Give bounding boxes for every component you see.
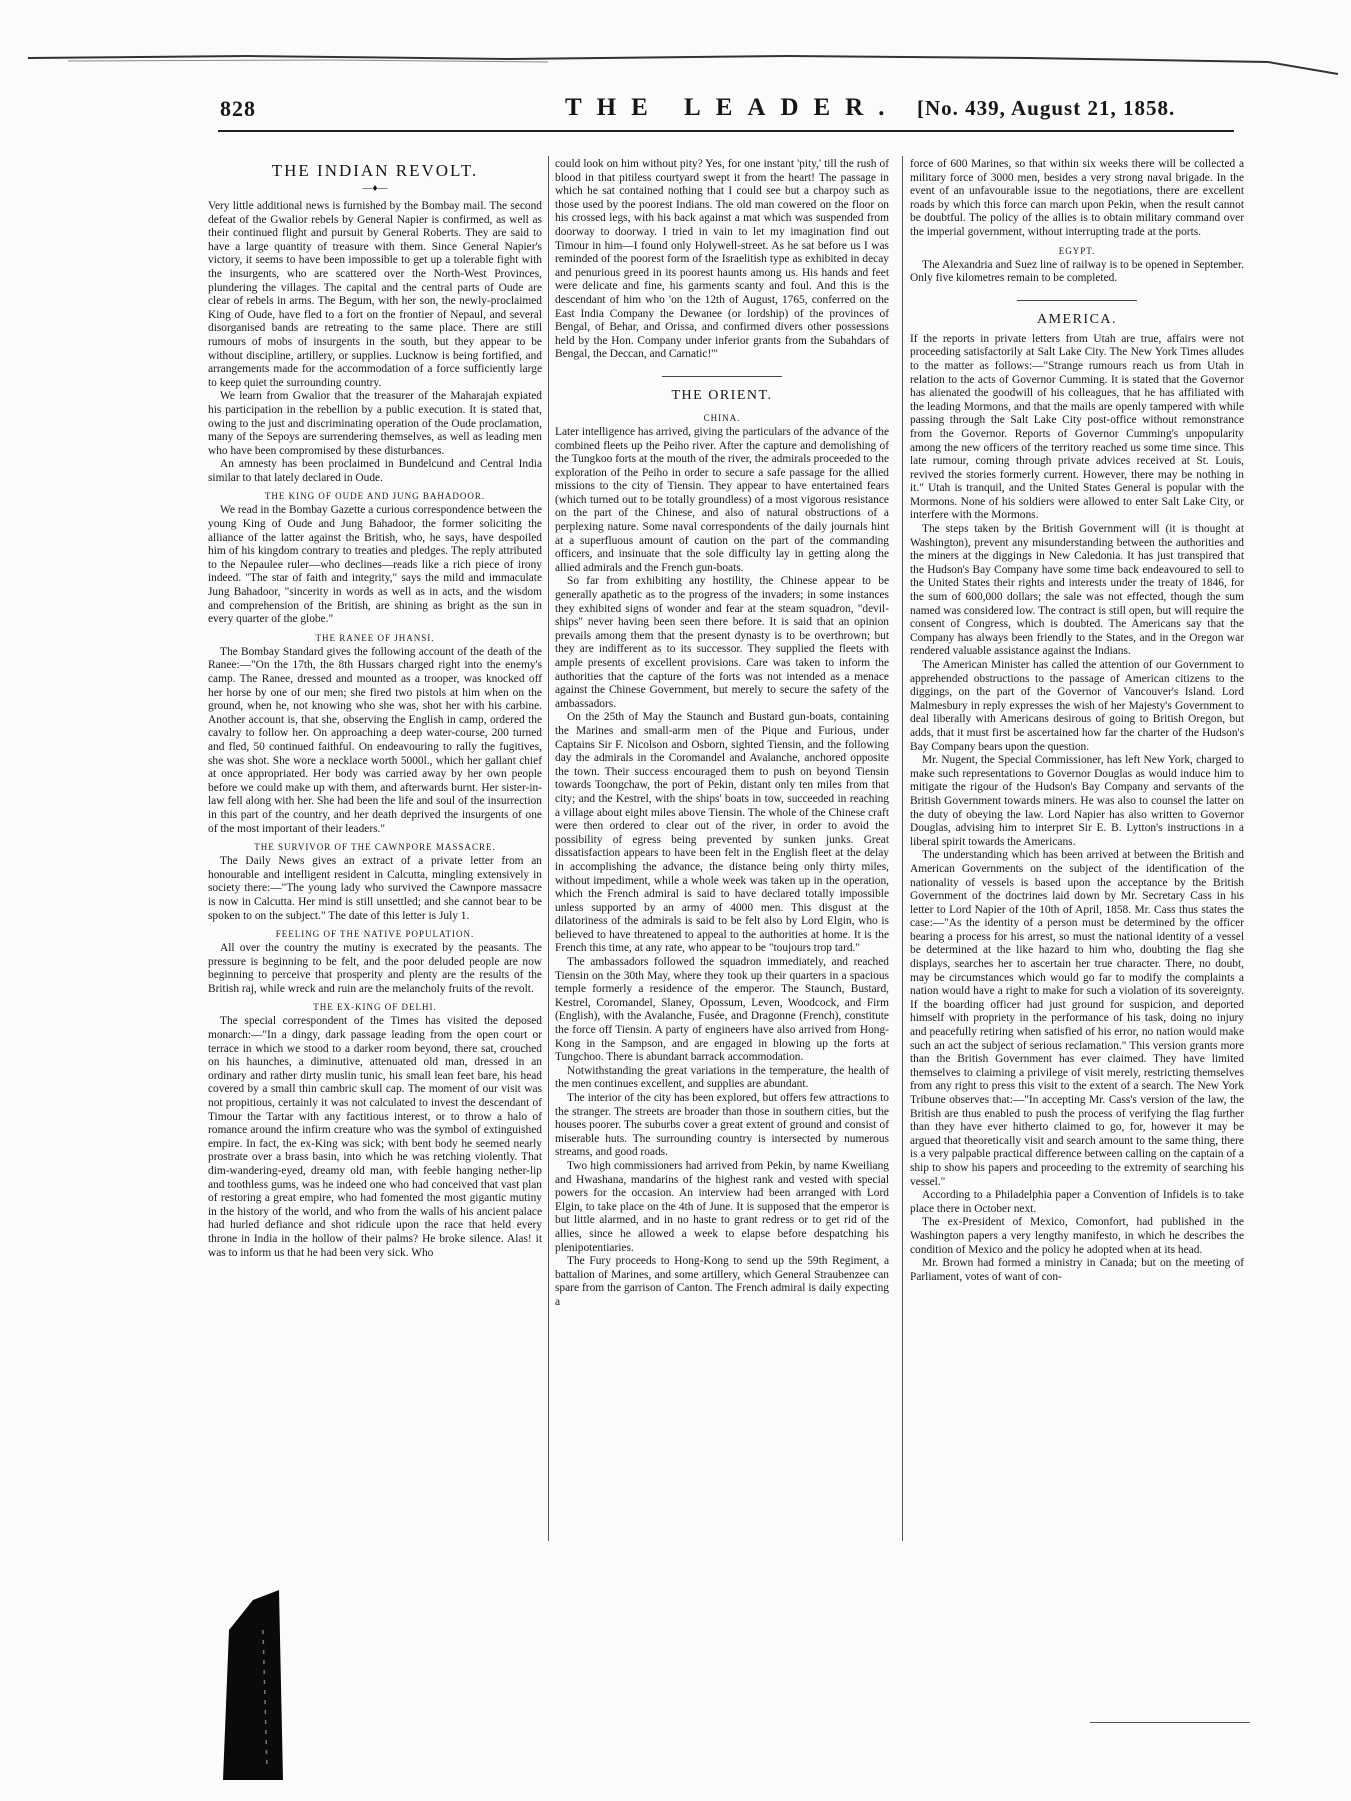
subhead-ranee-of-jhansi: THE RANEE OF JHANSI.: [315, 632, 435, 643]
article-paragraph: The Alexandria and Suez line of railway is to be opened in September. Only five kilometres remain to be completed.: [910, 258, 1244, 285]
article-paragraph: All over the country the mutiny is execrated by the peasants. The pressure is beginning to be felt, and the poor deluded people are now beginning to perceive that prosperity and plenty are the results of the British raj, while wreck and ruin are the melancholy fruits of the revolt.: [208, 942, 542, 995]
column-1: [208, 158, 542, 1558]
article-paragraph: The Daily News gives an extract of a private letter from an honourable and intelligent resident in Calcutta, mingling extensively in society there:—"The young lady who survived the Cawnpore massacre is now in Calcutta. Her mind is still unsettled; and she cannot bear to be spoken to on the subject." The date of this letter is July 1.: [208, 855, 542, 922]
subhead-cawnpore-survivor: THE SURVIVOR OF THE CAWNPORE MASSACRE.: [254, 842, 496, 853]
article-paragraph: The understanding which has been arrived at between the British and American Governments on the subject of the identification of the nationality of vessels is based upon the acceptance by the British Government of the doctrines laid down by Mr. Secretary Cass in his letter to Lord Napier of the 10th of April, 1858. Mr. Cass thus states the case:—"As the identity of a person must be determined by the officer bearing a process for his arrest, so must the national identity of a vessel be determined at the like hazard to him who, doubting the flag she displays, searches her to ascertain her true character. There, no doubt, may be circumstances which would go far to modify the complaints a nation would have a right to make for such a violation of its sovereignty. If the boarding officer had just ground for suspicion, and deported himself with propriety in the performance of his task, doing no injury and peacefully retiring when satisfied of his error, no nation would make such an act the subject of serious reclamation." This version grants more than the British Government has ever claimed. They have limited themselves to claiming a privilege of visit merely, restricting themselves from any right to press this visit to the extent of a search. The New York Tribune observes that:—"In accepting Mr. Cass's version of the law, the British are thus enabled to push the process of verifying the flag further than they have ever hitherto claimed to go, for, however it may be argued that theoretically visit and search amount to the same thing, there is a very palpable practical difference between calling on the captain of a ship to show his papers and proceeding to the extremity of searching his vessel.": [910, 849, 1244, 1188]
article-paragraph: The Bombay Standard gives the following account of the death of the Ranee:—"On the 17th, the 8th Hussars charged right into the enemy's camp. The Ranee, dressed and mounted as a trooper, was knocked off her horse by one of our men; she fired two pistols at him when on the ground, when he, not knowing who she was, shot her with his carbine. Another account is, that she, observing the English in camp, ordered the cavalry to follow her. On approaching a deep water-course, 200 turned and fled, 50 continued faithful. On endeavouring to rally the fugitives, she was shot. She wore a necklace worth 5000l., which her gallant chief at once appropriated. Her body was carried away by her own people before we could make up with them, and afterwards burnt. Her sister-in-law fell along with her. She had been the life and soul of the insurrection in this part of the country, and her death deprived the insurgents of one of the most important of their leaders.": [208, 645, 542, 835]
section-title-america: AMERICA.: [1036, 311, 1118, 327]
subhead-egypt: EGYPT.: [1058, 245, 1096, 256]
section-title-orient: THE ORIENT.: [671, 387, 773, 403]
subhead-ex-king-of-delhi: THE EX-KING OF DELHI.: [313, 1002, 437, 1013]
article-paragraph: Mr. Nugent, the Special Commissioner, has left New York, charged to make such representations to Governor Douglas as would induce him to mitigate the rigour of the Hudson's Bay Company and servants of the British Government towards miners. He was also to counsel the latter on the duty of obeying the law. Lord Napier has also written to Governor Douglas, advising him to interpret Sir E. B. Lytton's instructions in a liberal spirit towards the Americans.: [910, 754, 1244, 848]
article-paragraph: If the reports in private letters from Utah are true, affairs were not proceeding satisfactorily at Salt Lake City. The New York Times alludes to the matter as follows:—"Strange rumours reach us from Utah in relation to the acts of Governor Cumming. It is stated that the Governor has alienated the goodwill of his colleagues, that he has affiliated with the leading Mormons, and that the mails are openly tampered with while passing through the Salt Lake City post-office without remonstrance from the Governor. Reports of Governor Cumming's unpopularity among the new officers of the territory reached us some time since. This late rumour, coming through private advices received at St. Louis, revived the stories formerly current. However, there may be nothing in it." Utah is tranquil, and the United States General is popular with the Mormons. None of his soldiers were allowed to enter Salt Lake City, or interfere with the Mormons.: [910, 332, 1244, 522]
article-paragraph: The special correspondent of the Times has visited the deposed monarch:—"In a dingy, dark passage leading from the open court or terrace in which we stood to a darker room beyond, there sat, crouched on his haunches, a diminutive, attenuated old man, dressed in an ordinary and rather dirty muslin tunic, his small lean feet bare, his head covered by a small thin cambric skull cap. The moment of our visit was not propitious, certainly it was not calculated to invest the descendant of Timour the Tartar with any factitious interest, or to throw a halo of romance around the infirm creature who was the symbol of extinguished empire. In fact, the ex-King was sick; with bent body he seemed nearly prostrate over a brass basin, into which he was retching violently. That dim-wandering-eyed, dreamy old man, with feeble hanging nether-lip and toothless gums, was he indeed one who had conceived that vast plan of restoring a great empire, who had fomented the most gigantic mutiny in the history of the world, and who from the walls of his ancient palace had hurled defiance and shot ridicule upon the race that held every throne in India in the hollow of their palms? He broke silence. Alas! it was to inform us that he had been very sick. Who: [208, 1015, 542, 1259]
column-2: [555, 158, 889, 1558]
title-ornament: —♦—: [362, 183, 388, 194]
article-paragraph: According to a Philadelphia paper a Convention of Infidels is to take place there in October next.: [910, 1189, 1244, 1215]
article-paragraph: On the 25th of May the Staunch and Bustard gun-boats, containing the Marines and small-arm men of the Pique and Furious, under Captains Sir F. Nicolson and Osborn, sighted Tiensin, and the following day the admirals in the Coromandel and Avalanche, anchored opposite the town. Their success encouraged them to push on beyond Tiensin towards Toongchaw, the port of Pekin, distant only ten miles from that city; and the Kestrel, with the ships' boats in tow, succeeded in reaching a village about eight miles above Tiensin. The whole of the Chinese craft were then ordered to clear out of the river, in order to avoid the possibility of egress being prevented by sunken junks. Great dissatisfaction appears to have been felt in the English fleet at the delay in accomplishing the advance, the distance being only thirty miles, without impediment, while a whole week was taken up in the operation, which the French admiral is said to have declared totally impossible unless supported by an army of 4000 men. This disgust at the dilatoriness of the admirals is said to be felt also by Lord Elgin, who is believed to have threatened to appeal to the authorities at home. It is the French this time, at any rate, who appear to be "toujours trop tard.": [555, 711, 889, 955]
section-title-indian-revolt: THE INDIAN REVOLT.: [271, 161, 479, 180]
section-divider: [662, 376, 782, 377]
subhead-native-population: FEELING OF THE NATIVE POPULATION.: [275, 929, 475, 940]
column-3: [910, 158, 1244, 1558]
article-paragraph: The Fury proceeds to Hong-Kong to send up the 59th Regiment, a battalion of Marines, and some artillery, which General Straubenzee can spare from the garrison of Canton. The French admiral is daily expecting a: [555, 1255, 889, 1308]
binding-clip-shadow: [215, 1590, 285, 1780]
article-paragraph: Two high commissioners had arrived from Pekin, by name Kweiliang and Hwashana, mandarins of the highest rank and vested with special powers for the occasion. An interview had been arranged with Lord Elgin, to take place on the 4th of June. It is supposed that the emperor is but little alarmed, and in no haste to grant redress or to get rid of the allies, since he allowed a week to elapse before despatching his plenipotentiaries.: [555, 1159, 889, 1254]
page-header: [220, 96, 1230, 130]
article-paragraph: We read in the Bombay Gazette a curious correspondence between the young King of Oude and Jung Bahadoor, the former soliciting the alliance of the latter against the British, who, he says, have despoiled him of his kingdom contrary to treaties and pledges. The reply attributed to the Nepaulee ruler—who declines—reads like a rich piece of irony indeed. "The star of faith and integrity," says the mild and immaculate Jung Bahadoor, "sincerity in words as well as in acts, and the wisdom and comprehension of the British, are shining as bright as the sun in every quarter of the globe.": [208, 504, 542, 626]
article-paragraph: The steps taken by the British Government will (it is thought at Washington), prevent any misunderstanding between the authorities and the miners at the diggings in New Caledonia. It has just transpired that the Hudson's Bay Company have some time back endeavoured to sell to the United States their rights and interests under the treaty of 1846, for the sum of 600,000 dollars; the sale was not effected, though the sum named was considered low. The contract is still open, but will require the consent of Congress, which is doubted. The Americans say that the Company has always been friendly to the States, and in the Oregon war rendered valuable assistance against the Indians.: [910, 523, 1244, 658]
article-paragraph: The ex-President of Mexico, Comonfort, had published in the Washington papers a very lengthy manifesto, in which he describes the condition of Mexico and the policy he adopted when at its head.: [910, 1216, 1244, 1256]
article-paragraph: force of 600 Marines, so that within six weeks there will be collected a military force of 3000 men, besides a very strong naval brigade. In the event of an unfavourable issue to the negotiations, there are excellent roads by which this force can march upon Pekin, when the result cannot be doubtful. The policy of the allies is to obtain military command over the imperial government, without interrupting trade at the ports.: [910, 158, 1244, 238]
article-paragraph: The interior of the city has been explored, but offers few attractions to the stranger. The streets are broader than those in southern cities, but the houses poorer. The suburbs cover a great extent of ground and consist of miserable huts. The surrounding country is intersected by numerous streams, and good roads.: [555, 1092, 889, 1159]
article-paragraph: Very little additional news is furnished by the Bombay mail. The second defeat of the Gwalior rebels by General Napier is confirmed, as well as their continued flight and pursuit by General Roberts. They are said to have a large quantity of treasure with them. Since General Napier's victory, it seems to have been impossible to get up a tolerable fight with the insurgents, who are scattered over the North-West Provinces, plundering the villages. The capital and the central parts of Oude are clear of rebels in arms. The Begum, with her son, the newly-proclaimed King of Oude, have fled to a fort on the frontier of Nepaul, and several disorganised bands are retreating to the same place. There are still rumours of mobs of insurgents in the south, but they appear to be without discipline, artillery, or supplies. Lucknow is being fortified, and arrangements made for the accommodation of a force sufficiently large to keep quiet the surrounding country.: [208, 200, 542, 389]
article-paragraph: Later intelligence has arrived, giving the particulars of the advance of the combined fleets up the Peiho river. After the capture and demolishing of the Tungkoo forts at the mouth of the river, the admirals proceeded to the exploration of the Peiho in order to secure a safe passage for the allied missions to the city of Tiensin. They appear to have entertained fears (which turned out to be totally groundless) of a most vigorous resistance on the part of the Chinese, and also of natural obstructions of a perplexing nature. Some naval correspondents of the daily journals hint at a superfluous amount of caution on the part of the commanding officers, and insinuate that the sole difficulty lay in getting along the allied admirals and the French gun-boats.: [555, 425, 889, 574]
article-paragraph: So far from exhibiting any hostility, the Chinese appear to be generally apathetic as to the progress of the invaders; in some instances they exhibited signs of wonder and fear at the steam squadron, "devil-ships" never having been seen there before. It is said that an opinion prevails among them that the present dynasty is to be overthrown; but they are indifferent as to its successor. They supplied the fleets with ample presents of excellent provisions. Care was taken to inform the authorities that the capture of the forts was not intended as a menace against the Chinese Government, but merely to secure the safety of the ambassadors.: [555, 575, 889, 710]
column-rule: [902, 156, 903, 1541]
column-rule: [548, 156, 549, 1541]
article-paragraph: could look on him without pity? Yes, for one instant 'pity,' till the rush of blood in that pitiless courtyard swept it from the heart! The passage in which he sat contained nothing that I could see but a charpoy such as those used by the poorest Indians. The old man cowered on the floor on his crossed legs, with his back against a mat which was suspended from doorway to doorway. I tried in vain to let my imagination find out Timour in him—I found only Holywell-street. As he sat before us I was reminded of the poorest form of the Israelitish type as exhibited in decay and penurious greed in its poorest haunts among us. His hands and feet were delicate and fine, his garments scanty and foul. And this is the descendant of him who 'on the 12th of August, 1765, conferred on the East India Company the Dewanee (or lordship) of the provinces of Bengal, of Behar, and Orissa, and confirmed divers other possessions held by the Hon. Company under inferior grants from the Subahdars of Bengal, the Deccan, and Carnatic!'": [555, 158, 889, 361]
article-paragraph: The American Minister has called the attention of our Government to apprehended obstructions to the passage of American citizens to the diggings, on the part of the Governor of Vancouver's Island. Lord Malmesbury in reply expresses the wish of her Majesty's Government to deal liberally with Americans desirous of going to British Oregon, but adds, that it must first be ascertained how far the charter of the Hudson's Bay Company bears upon the question.: [910, 659, 1244, 753]
article-paragraph: An amnesty has been proclaimed in Bundelcund and Central India similar to that lately declared in Oude.: [208, 458, 542, 484]
article-paragraph: Notwithstanding the great variations in the temperature, the health of the men continues excellent, and supplies are abundant.: [555, 1064, 889, 1091]
top-edge-smudge: [28, 52, 1338, 78]
header-rule: [218, 130, 1234, 132]
article-paragraph: Mr. Brown had formed a ministry in Canada; but on the meeting of Parliament, votes of want of con-: [910, 1257, 1244, 1283]
masthead: THE LEADER.: [565, 94, 900, 121]
issue-date: [No. 439, August 21, 1858.: [917, 96, 1176, 120]
article-paragraph: We learn from Gwalior that the treasurer of the Maharajah expiated his participation in the rebellion by a public execution. It is stated that, owing to the just and discriminating operation of the Oude proclamation, many of the Sepoys are surrendering themselves, as well as leading men who have been compromised by these disturbances.: [208, 390, 542, 457]
bottom-rule: [1090, 1722, 1250, 1723]
article-paragraph: The ambassadors followed the squadron immediately, and reached Tiensin on the 30th May, where they took up their quarters in a spacious temple formerly a residence of the emperor. The Staunch, Bustard, Kestrel, Coromandel, Slaney, Opossum, Leven, Woodcock, and Firm (English), with the Avalanche, Fusée, and Dragonne (French), constitute the force off Tiensin. A party of engineers have also arrived from Hong-Kong in the Sampson, and are engaged in blowing up the forts at Tungchoo. There is abundant barrack accommodation.: [555, 956, 889, 1064]
section-divider: [1017, 300, 1137, 301]
subhead-king-of-oude: THE KING OF OUDE AND JUNG BAHADOOR.: [264, 491, 486, 502]
page-number: 828: [220, 96, 256, 121]
subhead-china: CHINA.: [703, 412, 741, 423]
